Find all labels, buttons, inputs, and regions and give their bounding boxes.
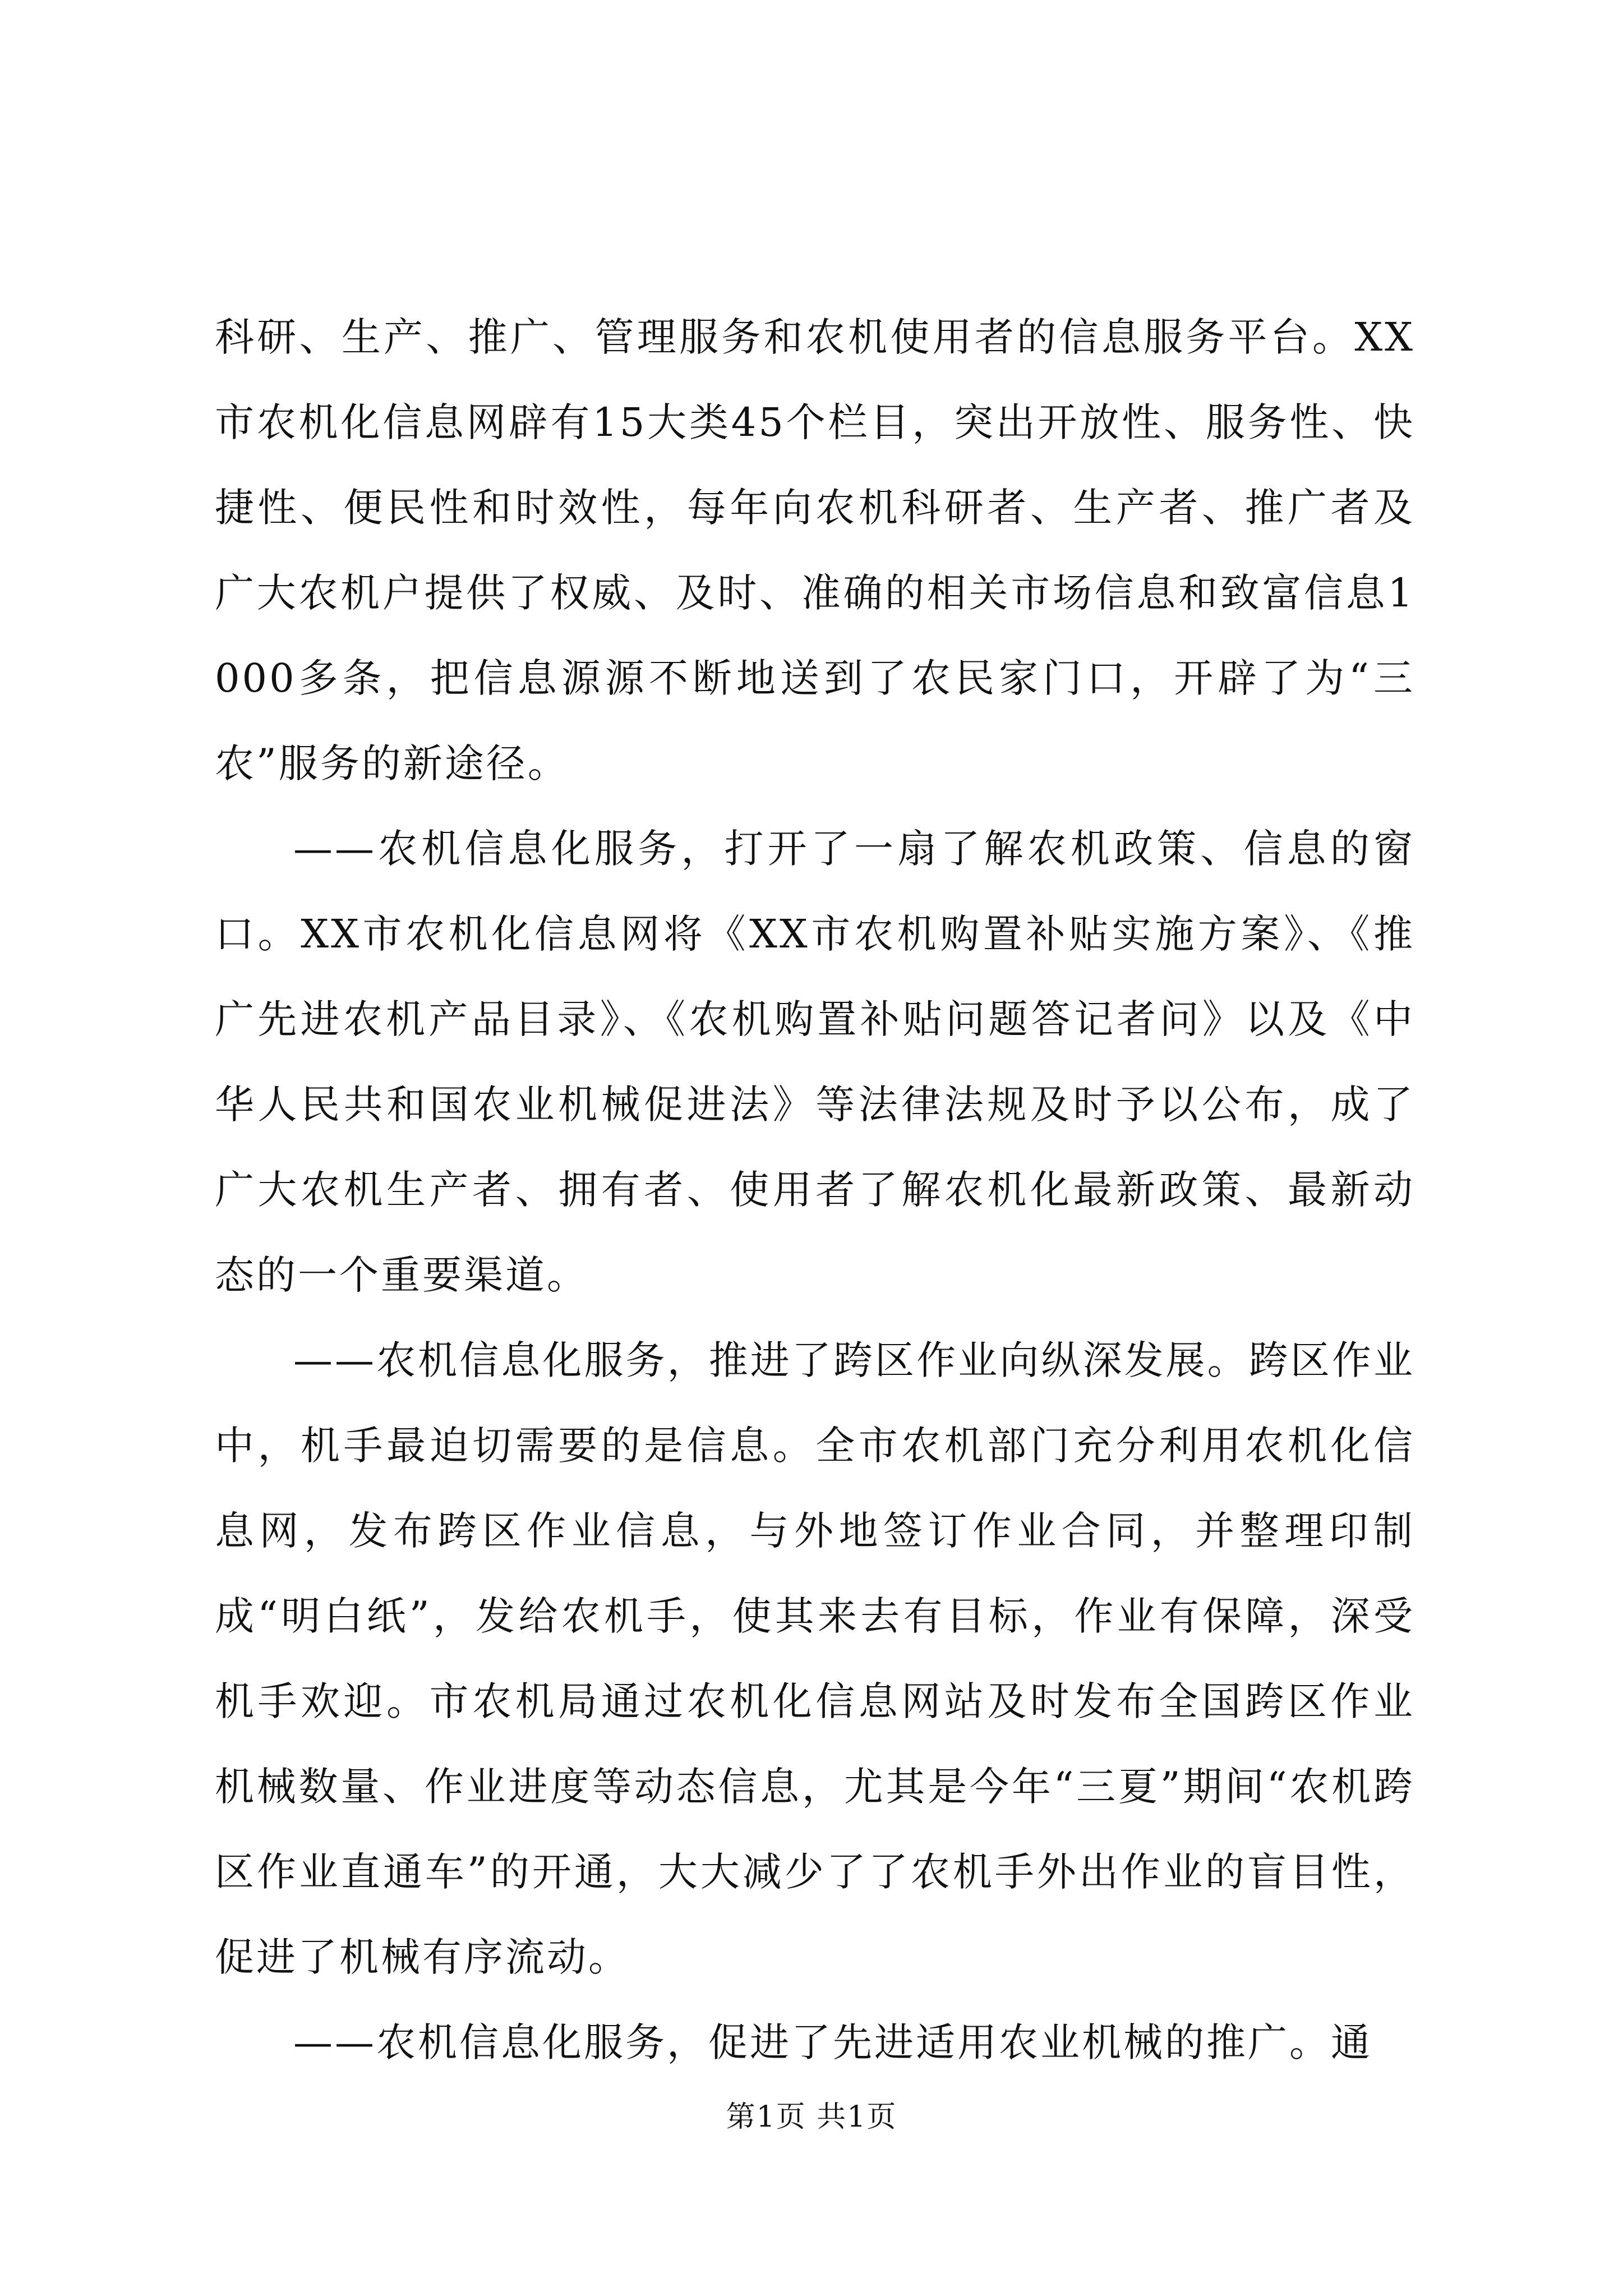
paragraph-policy-window: ——农机信息化服务，打开了一扇了解农机政策、信息的窗口。XX市农机化信息网将《XX市农机购置补贴实施方案》、《推广先进农机产品目录》、《农机购置补贴问题答记者问》以及《中华人民共和国农业机械促进法》等法律法规及时予以公布，成了广大农机生产者、拥有者、使用者了解农机化最新政策、最新动态的一个重要渠道。	[215, 826, 1415, 1298]
paragraph-continuation: 科研、生产、推广、管理服务和农机使用者的信息服务平台。XX市农机化信息网辟有15大类45个栏目，突出开放性、服务性、快捷性、便民性和时效性，每年向农机科研者、生产者、推广者及广大农机户提供了权威、及时、准确的相关市场信息和致富信息1000多条，把信息源源不断地送到了农民家门口，开辟了为“三农”服务的新途径。	[215, 314, 1415, 786]
paragraph-machinery-promotion: ——农机信息化服务，促进了先进适用农业机械的推广。通	[293, 2019, 1372, 2065]
document-body	[215, 295, 1415, 2085]
paragraph-cross-region-operations: ——农机信息化服务，推进了跨区作业向纵深发展。跨区作业中，机手最迫切需要的是信息。全市农机部门充分利用农机化信息网，发布跨区作业信息，与外地签订作业合同，并整理印制成“明白纸”，发给农机手，使其来去有目标，作业有保障，深受机手欢迎。市农机局通过农机化信息网站及时发布全国跨区作业机械数量、作业进度等动态信息，尤其是今年“三夏”期间“农机跨区作业直通车”的开通，大大减少了了农机手外出作业的盲目性，促进了机械有序流动。	[215, 1337, 1415, 1980]
page-footer: 第1页 共1页	[726, 2100, 897, 2134]
